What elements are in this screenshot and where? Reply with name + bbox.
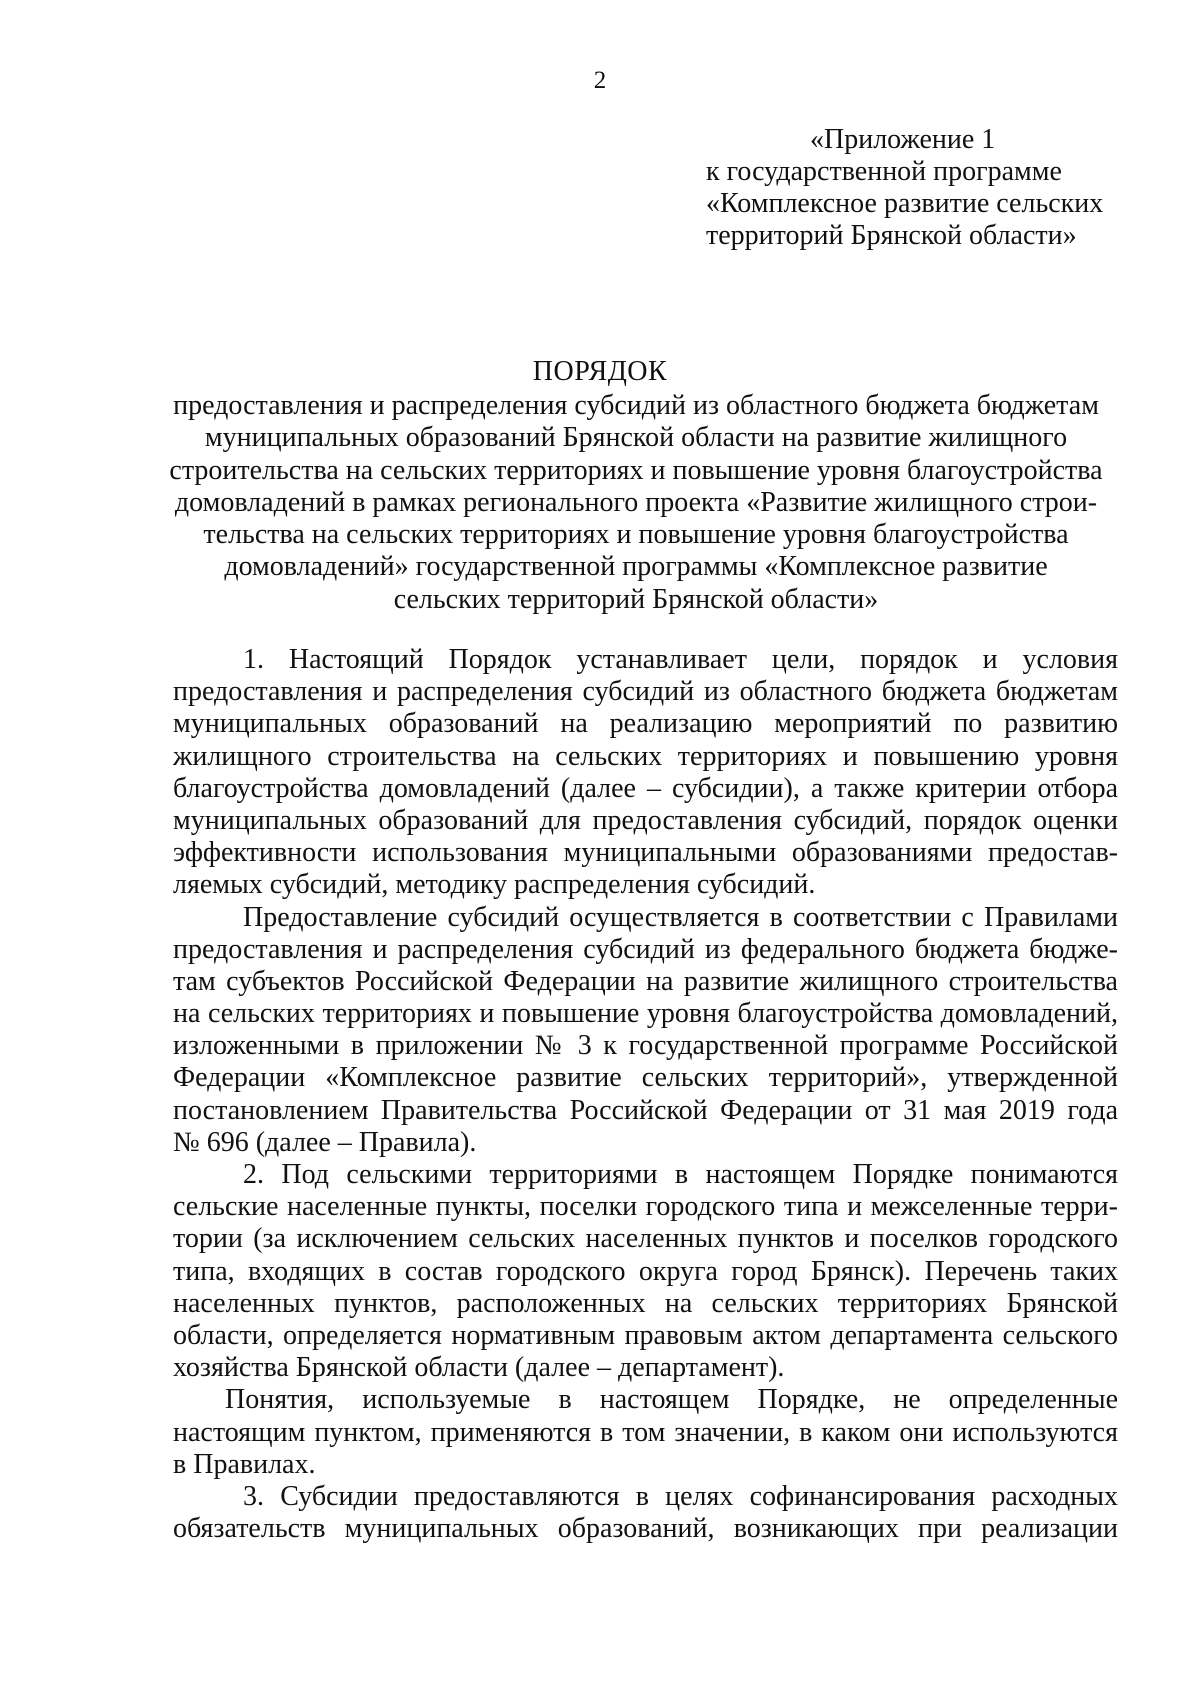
text-line: на сельских территориях и повышение уровня благоустройства домовладений,	[173, 998, 1118, 1030]
text-line: изложенными в приложении № 3 к государственной программе Российской	[173, 1030, 1118, 1062]
appendix-line: «Комплексное развитие сельских	[706, 188, 1104, 219]
text-line: там субъектов Российской Федерации на развитие жилищного строительства	[173, 965, 1118, 997]
text-line: Федерации «Комплексное развитие сельских территорий», утвержденной	[173, 1062, 1118, 1094]
paragraph-2	[173, 1159, 1118, 1384]
document-body	[173, 644, 1118, 1545]
text-line: области, определяется нормативным правовым актом департамента сельского	[173, 1319, 1118, 1351]
text-line: эффективности использования муниципальными образованиями предостав-	[173, 837, 1118, 869]
document-title: ПОРЯДОК	[532, 356, 668, 387]
text-line: тории (за исключением сельских населенных пунктов и поселков городского	[173, 1223, 1118, 1255]
paragraph-2-2	[173, 1384, 1118, 1481]
text-line: населенных пунктов, расположенных на сельских территориях Брянской	[173, 1287, 1118, 1319]
text-line: ляемых субсидий, методику распределения субсидий.	[173, 869, 816, 901]
text-line: 3. Субсидии предоставляются в целях софинансирования расходных	[243, 1480, 1118, 1512]
text-line: 1. Настоящий Порядок устанавливает цели, порядок и условия	[243, 644, 1118, 675]
text-line: Предоставление субсидий осуществляется в соответствии с Правилами	[243, 901, 1118, 933]
text-line: жилищного строительства на сельских территориях и повышению уровня	[173, 740, 1118, 772]
text-line: № 696 (далее – Правила).	[173, 1126, 477, 1158]
paragraph-1-2	[173, 902, 1118, 1160]
text-line: сельские населенные пункты, поселки городского типа и межселенные терри-	[173, 1191, 1118, 1223]
page-number: 2	[593, 67, 607, 94]
subtitle-line: сельских территорий Брянской области»	[393, 583, 879, 615]
subtitle-line: строительства на сельских территориях и повышение уровня благоустройства	[169, 454, 1103, 486]
text-line: настоящим пунктом, применяются в том значении, в каком они используются	[173, 1416, 1118, 1448]
subtitle-line: домовладений» государственной программы «Комплексное развитие	[224, 551, 1048, 583]
appendix-header	[706, 124, 1146, 252]
text-line: предоставления и распределения субсидий из областного бюджета бюджетам	[173, 676, 1118, 708]
text-line: муниципальных образований для предоставления субсидий, порядок оценки	[173, 804, 1118, 836]
subtitle-line: домовладений в рамках регионального проекта «Развитие жилищного строи-	[174, 486, 1098, 518]
subtitle-line: муниципальных образований Брянской области на развитие жилищного	[204, 422, 1068, 454]
appendix-line: территорий Брянской области»	[706, 220, 1077, 251]
text-line: предоставления и распределения субсидий из федерального бюджета бюдже-	[173, 933, 1118, 965]
text-line: 2. Под сельскими территориями в настоящем Порядке понимаются	[243, 1159, 1118, 1190]
text-line: хозяйства Брянской области (далее – департамент).	[173, 1352, 785, 1384]
text-line: обязательств муниципальных образований, возникающих при реализации	[173, 1513, 1118, 1545]
text-line: благоустройства домовладений (далее – субсидии), а также критерии отбора	[173, 772, 1118, 804]
text-line: муниципальных образований на реализацию мероприятий по развитию	[173, 708, 1118, 740]
paragraph-1	[173, 644, 1118, 902]
document-subtitle	[160, 390, 1112, 616]
subtitle-line: тельства на сельских территориях и повышение уровня благоустройства	[203, 519, 1069, 551]
text-line: постановлением Правительства Российской Федерации от 31 мая 2019 года	[173, 1094, 1118, 1126]
text-line: в Правилах.	[173, 1448, 316, 1480]
appendix-line: «Приложение 1	[810, 124, 996, 155]
subtitle-line: предоставления и распределения субсидий из областного бюджета бюджетам	[173, 390, 1099, 421]
appendix-line: к государственной программе	[706, 156, 1062, 187]
text-line: типа, входящих в состав городского округа город Брянск). Перечень таких	[173, 1255, 1118, 1287]
paragraph-3	[173, 1481, 1118, 1545]
text-line: Понятия, используемые в настоящем Порядке, не определенные	[225, 1384, 1118, 1416]
